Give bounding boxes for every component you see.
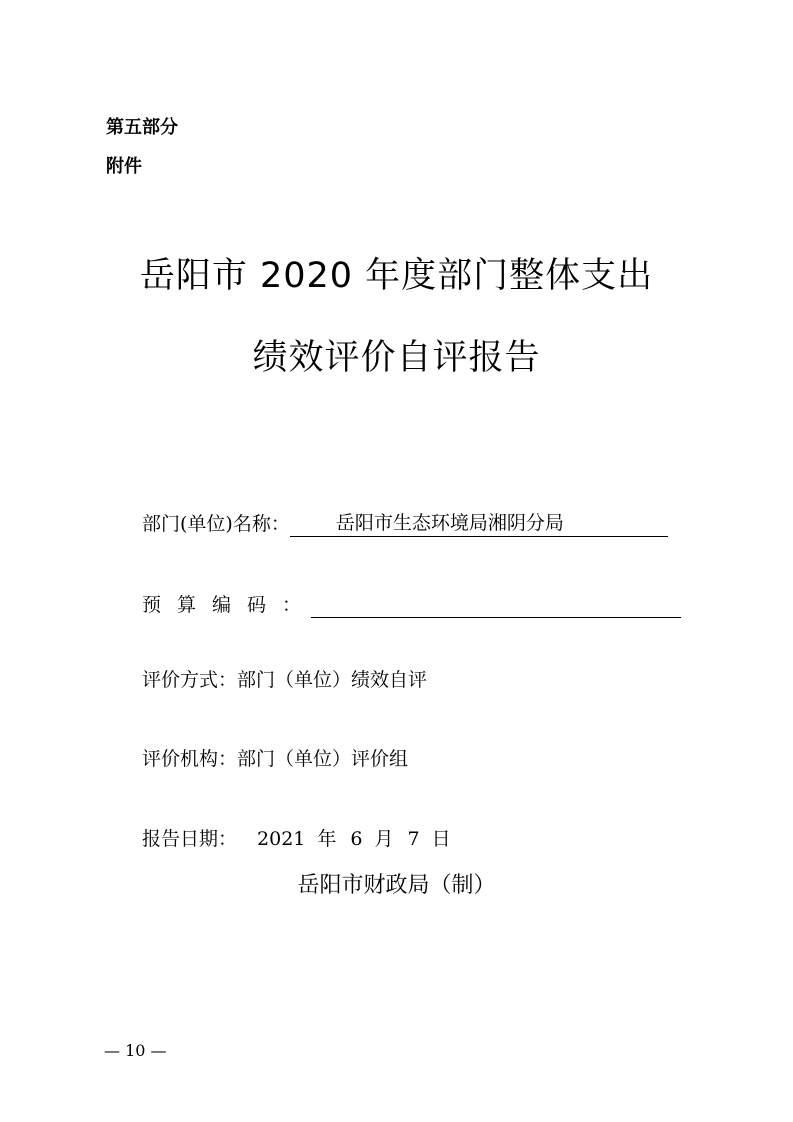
unit-name-label: 部门(单位)名称：	[142, 513, 290, 535]
issuer-label: 岳阳市财政局（制）	[297, 873, 496, 898]
report-date-year-unit: 年	[317, 828, 337, 850]
unit-name-value: 岳阳市生态环境局湘阴分局	[290, 511, 668, 537]
budget-code-row	[142, 592, 681, 618]
report-date-year: 2021	[257, 828, 306, 850]
unit-name-row	[142, 511, 668, 537]
report-date-day: 7	[407, 828, 420, 850]
eval-org-row	[142, 746, 408, 772]
report-date-row	[142, 826, 465, 852]
eval-org-label: 评价机构：	[142, 748, 238, 770]
report-date-month-unit: 月	[374, 828, 394, 850]
report-title-line-2: 绩效评价自评报告	[252, 338, 541, 378]
eval-method-value: 部门（单位）绩效自评	[237, 669, 428, 691]
report-date-label: 报告日期：	[142, 828, 238, 850]
budget-code-blank	[311, 593, 681, 618]
eval-method-label: 评价方式：	[142, 669, 238, 691]
report-date-month: 6	[350, 828, 363, 850]
attachment-label: 附件	[106, 156, 142, 177]
eval-method-row	[142, 667, 427, 693]
budget-code-label: 预算编码：	[142, 594, 318, 616]
report-date-day-unit: 日	[431, 828, 451, 850]
eval-org-value: 部门（单位）评价组	[237, 748, 409, 770]
page-number: — 10 —	[104, 1041, 167, 1060]
section-part-label: 第五部分	[106, 117, 178, 138]
report-title-line-1: 岳阳市 2020 年度部门整体支出	[139, 256, 654, 296]
